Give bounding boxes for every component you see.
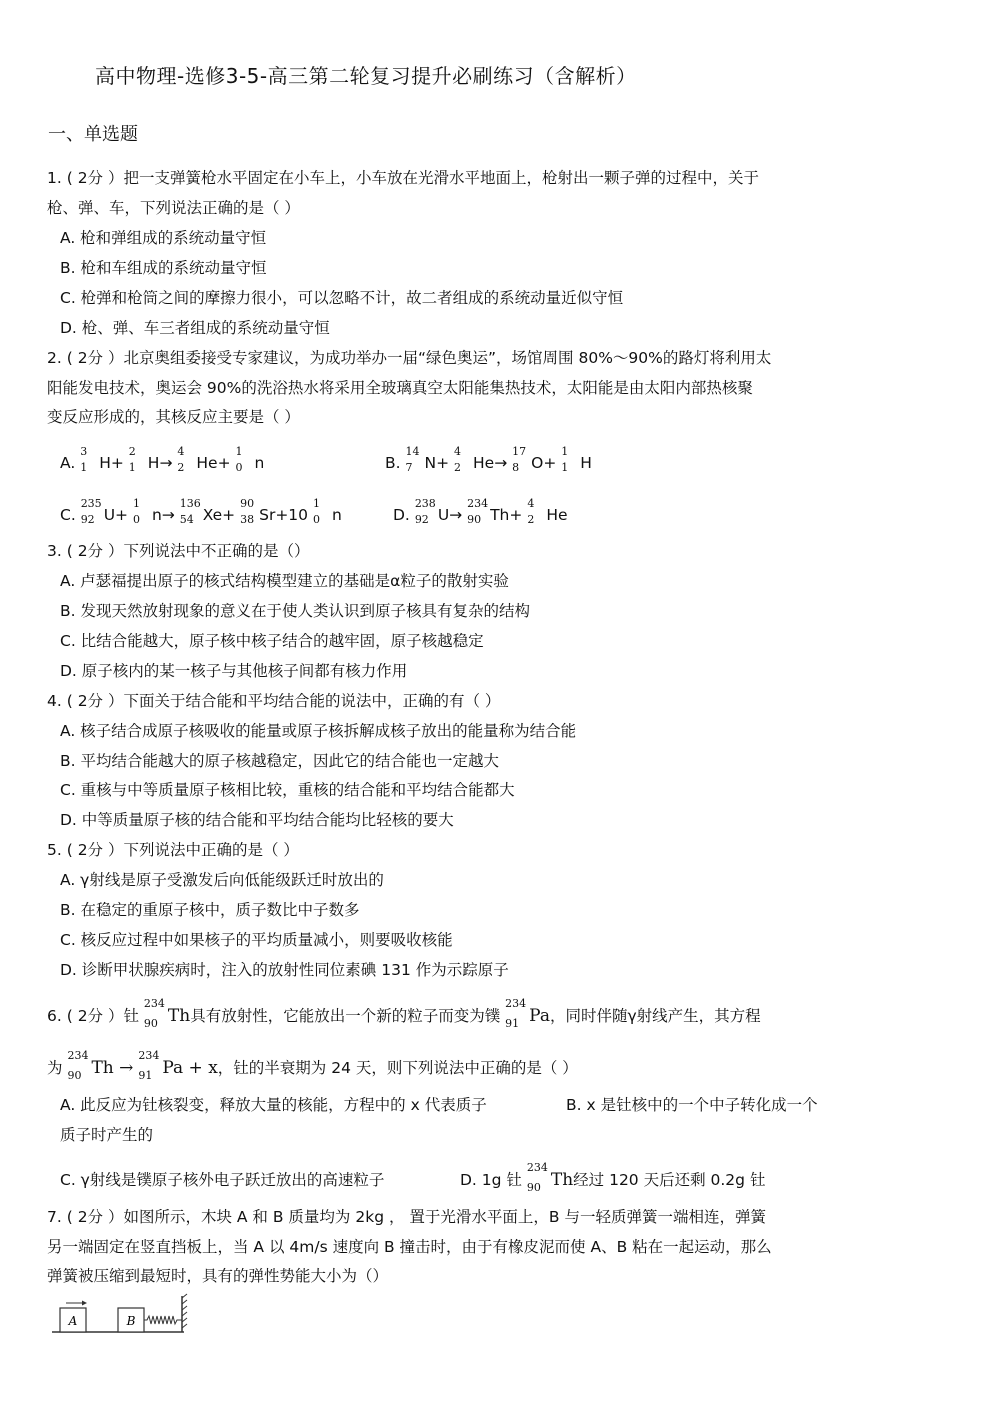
block-b-label: B [126, 1314, 136, 1328]
question-4-option-c: C. 重核与中等质量原子核相比较，重核的结合能和平均结合能都大 [60, 781, 515, 799]
question-1-stem: 1. ( 2分 ）把一支弹簧枪水平固定在小车上，小车放在光滑水平地面上，枪射出一颗子弹的过程中，关于 [47, 169, 759, 187]
question-2-stem: 2. ( 2分 ）北京奥组委接受专家建议，为成功举办一届“绿色奥运”，场馆周围 80%～90%的路灯将利用太 [47, 349, 772, 367]
question-5-option-a: A. γ射线是原子受激发后向低能级跃迁时放出的 [60, 871, 384, 889]
question-2-option-a: A. 3 1 H+ 2 1 H→ 4 2 He+ 1 0 n [60, 445, 265, 474]
spring-block-figure [50, 1290, 190, 1340]
question-4-stem: 4. ( 2分 ）下面关于结合能和平均结合能的说法中，正确的有（ ） [47, 692, 501, 710]
question-1-option-a: A. 枪和弹组成的系统动量守恒 [60, 229, 267, 247]
question-5-option-d: D. 诊断甲状腺疾病时，注入的放射性同位素碘 131 作为示踪原子 [60, 961, 509, 979]
question-2-stem-cont: 阳能发电技术，奥运会 90%的洗浴热水将采用全玻璃真空太阳能集热技术，太阳能是由太阳内部热核聚 [47, 379, 753, 397]
question-6-stem: 6. ( 2分 ）钍 234 90 Th具有放射性，它能放出一个新的粒子而变为镤 234 91 Pa，同时伴随γ射线产生，其方程 [47, 997, 761, 1030]
question-4-option-a: A. 核子结合成原子核吸收的能量或原子核拆解成核子放出的能量称为结合能 [60, 722, 577, 740]
question-5-option-c: C. 核反应过程中如果核子的平均质量减小，则要吸收核能 [60, 931, 453, 949]
question-1-option-d: D. 枪、弹、车三者组成的系统动量守恒 [60, 319, 330, 337]
thorium-symbol: 234 90 Th [143, 997, 191, 1030]
question-2-option-d: D. 238 92 U→ 234 90 Th+ 4 2 He [393, 497, 568, 526]
question-2-option-b: B. 14 7 N+ 4 2 He→ 17 8 O+ 1 1 H [385, 445, 592, 474]
question-4-option-d: D. 中等质量原子核的结合能和平均结合能均比轻核的要大 [60, 811, 454, 829]
question-3-stem: 3. ( 2分 ）下列说法中不正确的是（） [47, 542, 310, 560]
question-4-option-b: B. 平均结合能越大的原子核越稳定，因此它的结合能也一定越大 [60, 752, 499, 770]
question-3-option-a: A. 卢瑟福提出原子的核式结构模型建立的基础是α粒子的散射实验 [60, 572, 509, 590]
equation-thorium: 234 90 Th → [67, 1049, 134, 1082]
question-1-stem-cont: 枪、弹、车，下列说法正确的是（ ） [47, 199, 300, 217]
question-6-option-c: C. γ射线是镤原子核外电子跃迁放出的高速粒子 [60, 1171, 385, 1189]
question-5-stem: 5. ( 2分 ）下列说法中正确的是（ ） [47, 841, 299, 859]
question-7-stem-cont2: 弹簧被压缩到最短时，具有的弹性势能大小为（） [47, 1267, 389, 1285]
question-6-option-b-cont: 质子时产生的 [60, 1126, 154, 1144]
protactinium-symbol: 234 91 Pa [505, 997, 550, 1030]
question-7-stem: 7. ( 2分 ）如图所示，木块 A 和 B 质量均为 2kg ， 置于光滑水平面上，B 与一轻质弹簧一端相连，弹簧 [47, 1208, 766, 1226]
question-7-stem-cont: 另一端固定在竖直挡板上，当 A 以 4m/s 速度向 B 撞击时，由于有橡皮泥而使 A、B 粘在一起运动，那么 [47, 1238, 772, 1256]
question-2-stem-cont2: 变反应形成的，其核反应主要是（ ） [47, 408, 300, 426]
question-6-option-a: A. 此反应为钍核裂变，释放大量的核能，方程中的 x 代表质子 [60, 1096, 487, 1114]
question-3-option-b: B. 发现天然放射现象的意义在于使人类认识到原子核具有复杂的结构 [60, 602, 530, 620]
question-6-equation-line: 为 234 90 Th → 234 91 Pa + x，钍的半衰期为 24 天，则下列说法中正确的是（ ） [47, 1049, 578, 1082]
page-title: 高中物理-选修3-5-高三第二轮复习提升必刷练习（含解析） [95, 64, 637, 88]
question-6-option-b: B. x 是钍核中的一个中子转化成一个 [566, 1096, 818, 1114]
question-3-option-c: C. 比结合能越大，原子核中核子结合的越牢固，原子核越稳定 [60, 632, 484, 650]
question-1-option-c: C. 枪弹和枪筒之间的摩擦力很小，可以忽略不计，故二者组成的系统动量近似守恒 [60, 289, 624, 307]
question-3-option-d: D. 原子核内的某一核子与其他核子间都有核力作用 [60, 662, 408, 680]
block-a-label: A [68, 1314, 78, 1328]
question-5-option-b: B. 在稳定的重原子核中，质子数比中子数多 [60, 901, 360, 919]
question-1-option-b: B. 枪和车组成的系统动量守恒 [60, 259, 267, 277]
section-heading: 一、单选题 [48, 124, 138, 145]
spring [144, 1316, 182, 1324]
question-2-option-c: C. 235 92 U+ 1 0 n→ 136 54 Xe+ 90 38 Sr+10 1 0 n [60, 497, 342, 526]
velocity-arrow-icon [82, 1301, 87, 1306]
equation-protactinium: 234 91 Pa + x [138, 1049, 218, 1082]
option-d-thorium: 234 90 Th [526, 1161, 574, 1194]
question-6-option-d: D. 1g 钍 234 90 Th经过 120 天后还剩 0.2g 钍 [460, 1161, 766, 1194]
